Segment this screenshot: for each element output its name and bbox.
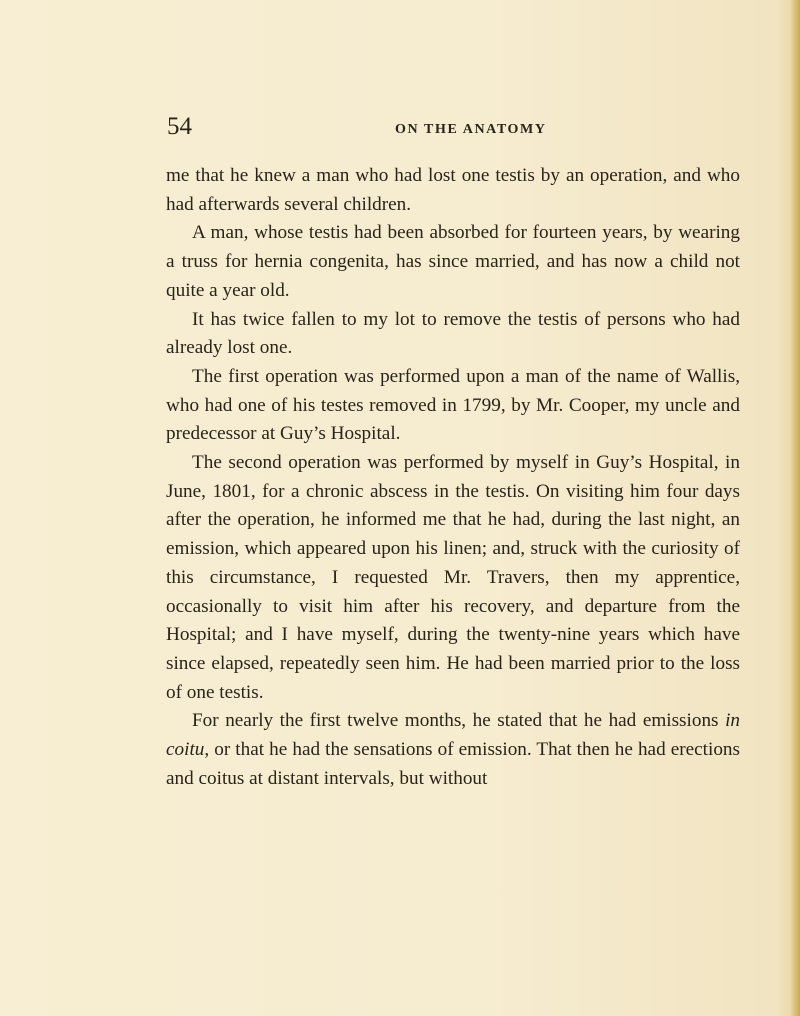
- running-title: ON THE ANATOMY: [395, 122, 547, 137]
- body-text: [166, 162, 740, 793]
- paragraph: The first operation was performed upon a man of the name of Wallis, who had one of his testes removed in 1799, by Mr. Cooper, my uncle and predecessor at Guy’s Hospital.: [166, 365, 740, 445]
- paragraph: The second operation was performed by myself in Guy’s Hospital, in June, 1801, for a chronic abscess in the testis. On visiting him four days after the operation, he informed me that he had, during the last night, an emission, which appeared upon his linen; and, struck with the curiosity of this circumstance, I requested Mr. Travers, then my apprentice, occasionally to visit him after his recovery, and departure from the Hospital; and I have myself, during the twenty-nine years which have since elapsed, repeatedly seen him. He had been married prior to the loss of one testis.: [166, 452, 740, 703]
- italic-phrase: in coitu: [166, 710, 740, 761]
- text-run: For nearly the first twelve months, he stated that he had emissions: [192, 710, 726, 732]
- paragraph-last: [166, 707, 740, 793]
- page-number: 54: [167, 113, 192, 140]
- paragraph: It has twice fallen to my lot to remove the testis of persons who had already lost one.: [166, 308, 740, 359]
- page-header: [0, 113, 800, 143]
- paragraph: me that he knew a man who had lost one testis by an operation, and who had afterwards several children.: [166, 165, 740, 215]
- paragraph: A man, whose testis had been absorbed for fourteen years, by wearing a truss for hernia congenita, has since married, and has now a child not quite a year old.: [166, 222, 740, 301]
- text-run: , or that he had the sensations of emission. That then he had erections and coitus at distant intervals, but without: [166, 739, 740, 789]
- page-edge-shading: [790, 0, 800, 1016]
